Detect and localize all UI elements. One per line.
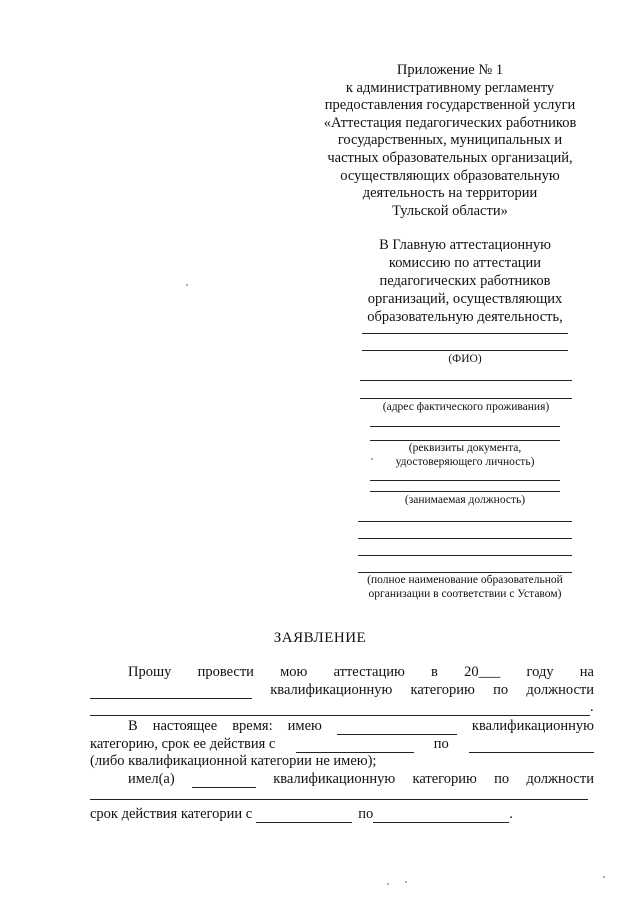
word: категорию xyxy=(410,682,475,698)
word: имею xyxy=(287,718,322,734)
appendix-header xyxy=(300,62,600,220)
position-field-line-2[interactable] xyxy=(370,491,560,492)
appendix-line: Приложение № 1 xyxy=(396,62,504,78)
word: по xyxy=(358,806,374,822)
current-category-from-field[interactable] xyxy=(296,738,414,753)
text: срок действия категории с xyxy=(90,806,253,822)
word: на xyxy=(579,664,594,680)
fio-field-line-1[interactable] xyxy=(362,333,568,334)
fio-caption: (ФИО) xyxy=(448,353,482,365)
id-document-caption-1: (реквизиты документа, xyxy=(408,442,522,454)
addressee-line: организаций, осуществляющих xyxy=(367,291,563,307)
word: квалификационную xyxy=(471,718,594,734)
scan-speck xyxy=(603,876,605,878)
org-caption-2: организации в соответствии с Уставом) xyxy=(368,588,562,600)
period: . xyxy=(509,806,513,822)
statement-line-9 xyxy=(90,806,594,823)
address-caption: (адрес фактического проживания) xyxy=(382,401,550,413)
current-category-field[interactable] xyxy=(337,720,457,735)
word: настоящее xyxy=(152,718,218,734)
word: В xyxy=(128,718,138,734)
id-document-field-line-2[interactable] xyxy=(370,440,560,441)
appendix-line: Тульской области» xyxy=(392,202,508,219)
addressee-line: В Главную аттестационную xyxy=(379,237,551,253)
scan-speck xyxy=(405,881,407,883)
position-field-line-1[interactable] xyxy=(370,480,560,481)
appendix-line: «Аттестация педагогических работников xyxy=(323,114,577,131)
scan-speck xyxy=(371,458,373,460)
addressee-line: образовательную деятельность, xyxy=(367,309,563,325)
word: Прошу xyxy=(128,664,172,680)
statement-line-4 xyxy=(128,718,594,735)
statement-line-5 xyxy=(90,736,594,753)
word: году xyxy=(526,664,554,680)
appendix-line: частных образовательных организаций, xyxy=(327,149,573,166)
word: имел(а) xyxy=(128,771,175,787)
word: мою xyxy=(280,664,308,680)
org-caption-1: (полное наименование образовательной xyxy=(367,574,563,586)
statement-line-2 xyxy=(90,682,594,699)
text: (либо квалификационной категории не имею); xyxy=(90,753,377,769)
appendix-line: предоставления государственной услуги xyxy=(324,97,576,114)
statement-line-3 xyxy=(90,699,594,716)
previous-position-field[interactable] xyxy=(90,799,588,800)
previous-category-field[interactable] xyxy=(192,773,256,788)
previous-category-to-field[interactable] xyxy=(373,808,509,823)
appendix-line: осуществляющих образовательную xyxy=(340,167,560,184)
org-field-line-4[interactable] xyxy=(358,572,572,573)
appendix-line: к административному регламенту xyxy=(345,79,555,96)
word: квалификационную xyxy=(273,771,396,787)
word: по xyxy=(433,736,449,752)
word: по xyxy=(494,771,510,787)
statement-line-7 xyxy=(128,771,594,788)
word: квалификационную xyxy=(270,682,393,698)
org-field-line-3[interactable] xyxy=(358,555,572,556)
position-caption: (занимаемая должность) xyxy=(404,494,526,506)
statement-line-1 xyxy=(128,664,594,681)
statement-title: ЗАЯВЛЕНИЕ xyxy=(273,630,367,646)
org-field-line-1[interactable] xyxy=(358,521,572,522)
previous-category-from-field[interactable] xyxy=(256,808,352,823)
word: в xyxy=(431,664,438,680)
word: по xyxy=(493,682,509,698)
year-field[interactable]: 20___ xyxy=(464,664,501,680)
address-field-line-1[interactable] xyxy=(360,380,572,381)
id-document-field-line-1[interactable] xyxy=(370,426,560,427)
requested-category-field[interactable] xyxy=(90,684,252,699)
requested-position-field[interactable] xyxy=(90,701,590,716)
word: время: xyxy=(232,718,273,734)
word: категорию xyxy=(412,771,477,787)
addressee-line: педагогических работников xyxy=(379,273,551,289)
addressee-block xyxy=(355,236,575,326)
addressee-line: комиссию по аттестации xyxy=(388,255,542,271)
scan-speck xyxy=(186,284,188,286)
word: аттестацию xyxy=(333,664,405,680)
scan-speck xyxy=(387,883,389,885)
fio-field-line-2[interactable] xyxy=(362,350,568,351)
id-document-caption-2: удостоверяющего личность) xyxy=(395,456,535,468)
statement-line-6 xyxy=(90,753,594,770)
word: провести xyxy=(197,664,254,680)
text: категорию, срок ее действия с xyxy=(90,736,276,752)
word: должности xyxy=(526,682,594,698)
word: должности xyxy=(526,771,594,787)
appendix-line: деятельность на территории xyxy=(362,185,538,202)
period: . xyxy=(590,699,594,715)
appendix-line: государственных, муниципальных и xyxy=(337,132,563,149)
address-field-line-2[interactable] xyxy=(360,398,572,399)
org-field-line-2[interactable] xyxy=(358,538,572,539)
current-category-to-field[interactable] xyxy=(469,738,594,753)
